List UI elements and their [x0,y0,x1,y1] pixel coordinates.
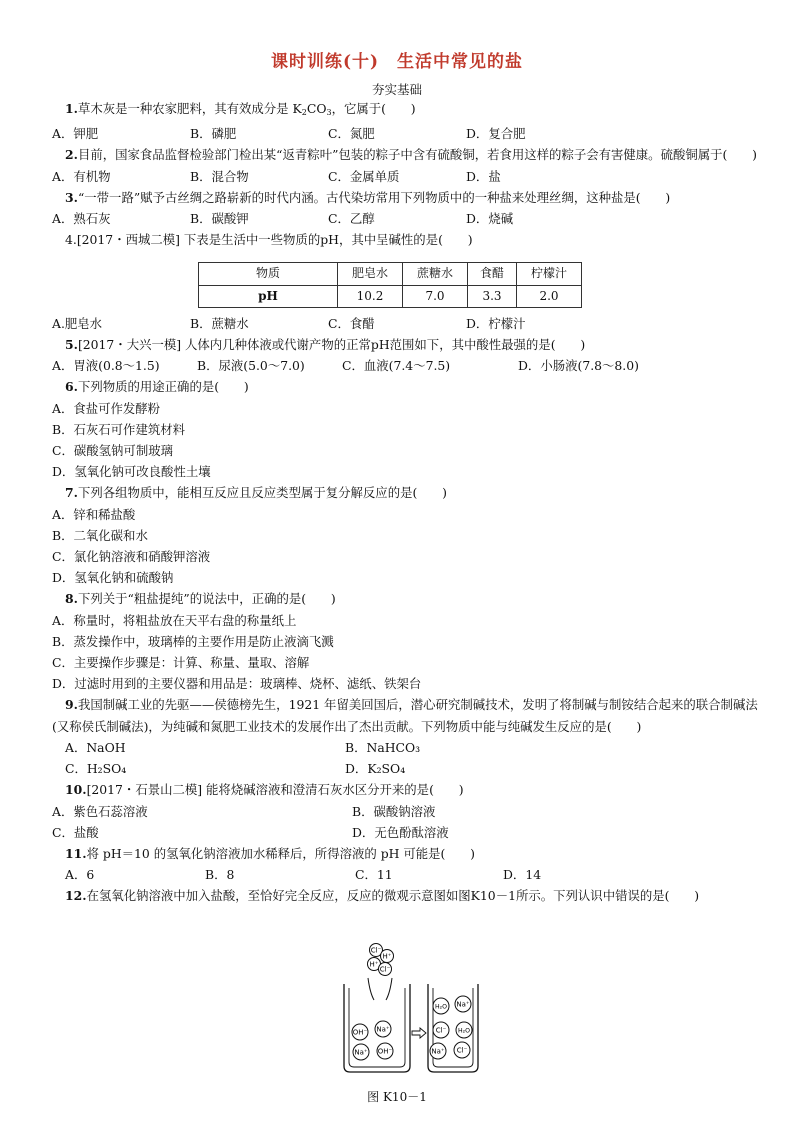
section-heading: 夯实基础 [371,82,422,97]
question-6: 6.下列物质的用途正确的是( ) [65,379,249,395]
table-cell: 10.2 [338,285,403,307]
right-arrow-icon [412,1028,426,1038]
option-b[interactable]: B．磷肥 [190,126,237,142]
table-header-cell: 蔗糖水 [403,263,468,285]
arrow-guide [386,978,392,1000]
left-beaker [344,984,410,1072]
option-b[interactable]: B．二氧化碳和水 [52,527,148,543]
option-a[interactable]: A.肥皂水 [52,315,103,331]
option-c[interactable]: C．金属单质 [328,168,400,184]
question-3: 3.“一带一路”赋予古丝绸之路崭新的时代内涵。古代染坊常用下列物质中的一种盐来处理丝绸，这种盐是( ) [65,189,671,205]
option-c[interactable]: C．氮肥 [328,126,375,142]
question-4: 4.[2017・西城二模] 下表是生活中一些物质的pH，其中呈碱性的是( ) [65,232,473,248]
option-a[interactable]: A．锌和稀盐酸 [52,506,136,522]
option-d[interactable]: D．复合肥 [466,126,526,142]
question-4-options [52,313,762,334]
option-c[interactable]: C．乙醇 [328,211,375,227]
ion-label: Na⁺ [456,1000,470,1009]
option-b[interactable]: B．混合物 [190,168,249,184]
question-8: 8.下列关于“粗盐提纯”的说法中，正确的是( ) [65,591,336,607]
ion-label: OH⁻ [377,1047,393,1056]
ph-table-value-row [199,285,582,307]
option-b[interactable]: B．碳酸钠溶液 [352,803,436,819]
ph-table [198,262,582,307]
page-title: 课时训练(十) 生活中常见的盐 [270,52,524,72]
option-c[interactable]: C．主要操作步骤是：计算、称量、量取、溶解 [52,655,310,671]
option-b[interactable]: B．蒸发操作中，玻璃棒的主要作用是防止液滴飞溅 [52,633,334,649]
option-b[interactable]: B．碳酸钾 [190,211,249,227]
table-header-cell: 物质 [199,263,338,285]
option-c[interactable]: C．食醋 [328,315,375,331]
option-c[interactable]: C．盐酸 [52,824,99,840]
question-9: 9.我国制碱工业的先驱——侯德榜先生，1921 年留美回国后，潜心研究制碱技术，发明了将制碱与制铵结合起来的联合制碱法(又称侯氏制碱法)，为纯碱和氮肥工业技术的发展作出了杰出贡献。下列物质中能与纯碱发生反应的是( ) [52,697,758,734]
table-cell: 3.3 [468,285,517,307]
option-d[interactable]: D．过滤时用到的主要仪器和用品是：玻璃棒、烧杯、滤纸、铁架台 [52,676,422,692]
option-a[interactable]: A．钾肥 [52,126,99,142]
table-header-cell: 食醋 [468,263,517,285]
option-d[interactable]: D．柠檬汁 [466,315,526,331]
question-10-options-row-1 [52,801,762,822]
ion-label: Cl⁻ [456,1046,468,1055]
option-d[interactable]: D．小肠液(7.8～8.0) [518,358,639,374]
question-list [52,98,762,907]
option-d[interactable]: D．氢氧化钠可改良酸性土壤 [52,464,211,480]
reaction-diagram-svg [330,938,480,1078]
question-5-options [52,355,762,376]
ion-label: OH⁻ [352,1028,368,1037]
ion-label: H⁺ [382,952,392,961]
table-row-label: pH [199,285,338,307]
table-cell: 2.0 [517,285,582,307]
question-11-options [52,864,762,885]
question-9-options-row-2 [52,758,762,779]
option-b[interactable]: B．尿液(5.0～7.0) [197,358,305,374]
question-2-options [52,166,762,187]
ion-label: Na⁺ [376,1025,390,1034]
option-d[interactable]: D．烧碱 [466,211,514,227]
option-b[interactable]: B．石灰石可作建筑材料 [52,421,186,437]
reaction-diagram [330,938,480,1078]
question-11: 11.将 pH＝10 的氢氧化钠溶液加水稀释后，所得溶液的 pH 可能是( ) [65,845,475,861]
option-a[interactable]: A．称量时，将粗盐放在天平右盘的称量纸上 [52,612,297,628]
option-a[interactable]: A．胃液(0.8～1.5) [52,358,160,374]
molecule-label: H₂O [457,1027,471,1035]
option-c[interactable]: C．11 [355,867,393,883]
falling-ions [368,944,394,976]
question-1: 1.草木灰是一种农家肥料，其有效成分是 $K_2CO_3$，它属于( ) [65,101,416,117]
figure-caption: 图 K10－1 [367,1090,427,1104]
ion-label: Na⁺ [431,1047,445,1056]
table-header-cell: 肥皂水 [338,263,403,285]
ion-label: Cl⁻ [435,1026,447,1035]
option-d[interactable]: D．无色酚酞溶液 [352,824,449,840]
question-1-options [52,123,762,144]
question-2: 2.目前，国家食品监督检验部门检出某“返青粽叶”包装的粽子中含有硫酸铜，若食用这样的粽子会有害健康。硫酸铜属于( ) [65,147,757,163]
option-c[interactable]: C．氯化钠溶液和硝酸钾溶液 [52,549,211,565]
option-d[interactable]: D．K₂SO₄ [345,761,406,777]
option-a[interactable]: A．熟石灰 [52,211,111,227]
option-c[interactable]: C．血液(7.4～7.5) [342,358,451,374]
option-a[interactable]: A．有机物 [52,168,111,184]
option-d[interactable]: D．14 [503,867,542,883]
question-12: 12.在氢氧化钠溶液中加入盐酸，至恰好完全反应，反应的微观示意图如图K10－1所示。下列认识中错误的是( ) [65,888,700,904]
question-3-options [52,208,762,229]
question-10-options-row-2 [52,822,762,843]
right-beaker [428,984,478,1072]
question-10: 10.[2017・石景山二模] 能将烧碱溶液和澄清石灰水区分开来的是( ) [65,782,464,798]
option-c[interactable]: C．H₂SO₄ [65,761,127,777]
table-header-cell: 柠檬汁 [517,263,582,285]
question-5: 5.[2017・大兴一模] 人体内几种体液或代谢产物的正常pH范围如下，其中酸性最强的是( ) [65,337,586,353]
option-d[interactable]: D．氢氧化钠和硫酸钠 [52,570,174,586]
molecule-label: H₂O [434,1003,448,1011]
ph-table-header-row [199,263,582,285]
option-d[interactable]: D．盐 [466,168,501,184]
option-b[interactable]: B．NaHCO₃ [345,739,421,755]
option-b[interactable]: B．蔗糖水 [190,315,249,331]
ion-label: Na⁺ [354,1048,368,1057]
option-a[interactable]: A．紫色石蕊溶液 [52,803,148,819]
option-a[interactable]: A．NaOH [65,739,126,755]
arrow-guide [368,978,374,1000]
ion-label: H⁺ [369,960,379,969]
table-cell: 7.0 [403,285,468,307]
ion-label: Cl⁻ [370,946,382,955]
option-b[interactable]: B．8 [205,867,235,883]
option-a[interactable]: A．食盐可作发酵粉 [52,400,161,416]
question-9-options-row-1 [52,737,762,758]
question-7: 7.下列各组物质中，能相互反应且反应类型属于复分解反应的是( ) [65,485,447,501]
option-c[interactable]: C．碳酸氢钠可制玻璃 [52,443,173,459]
ion-label: Cl⁻ [379,965,391,974]
option-a[interactable]: A．6 [65,867,95,883]
